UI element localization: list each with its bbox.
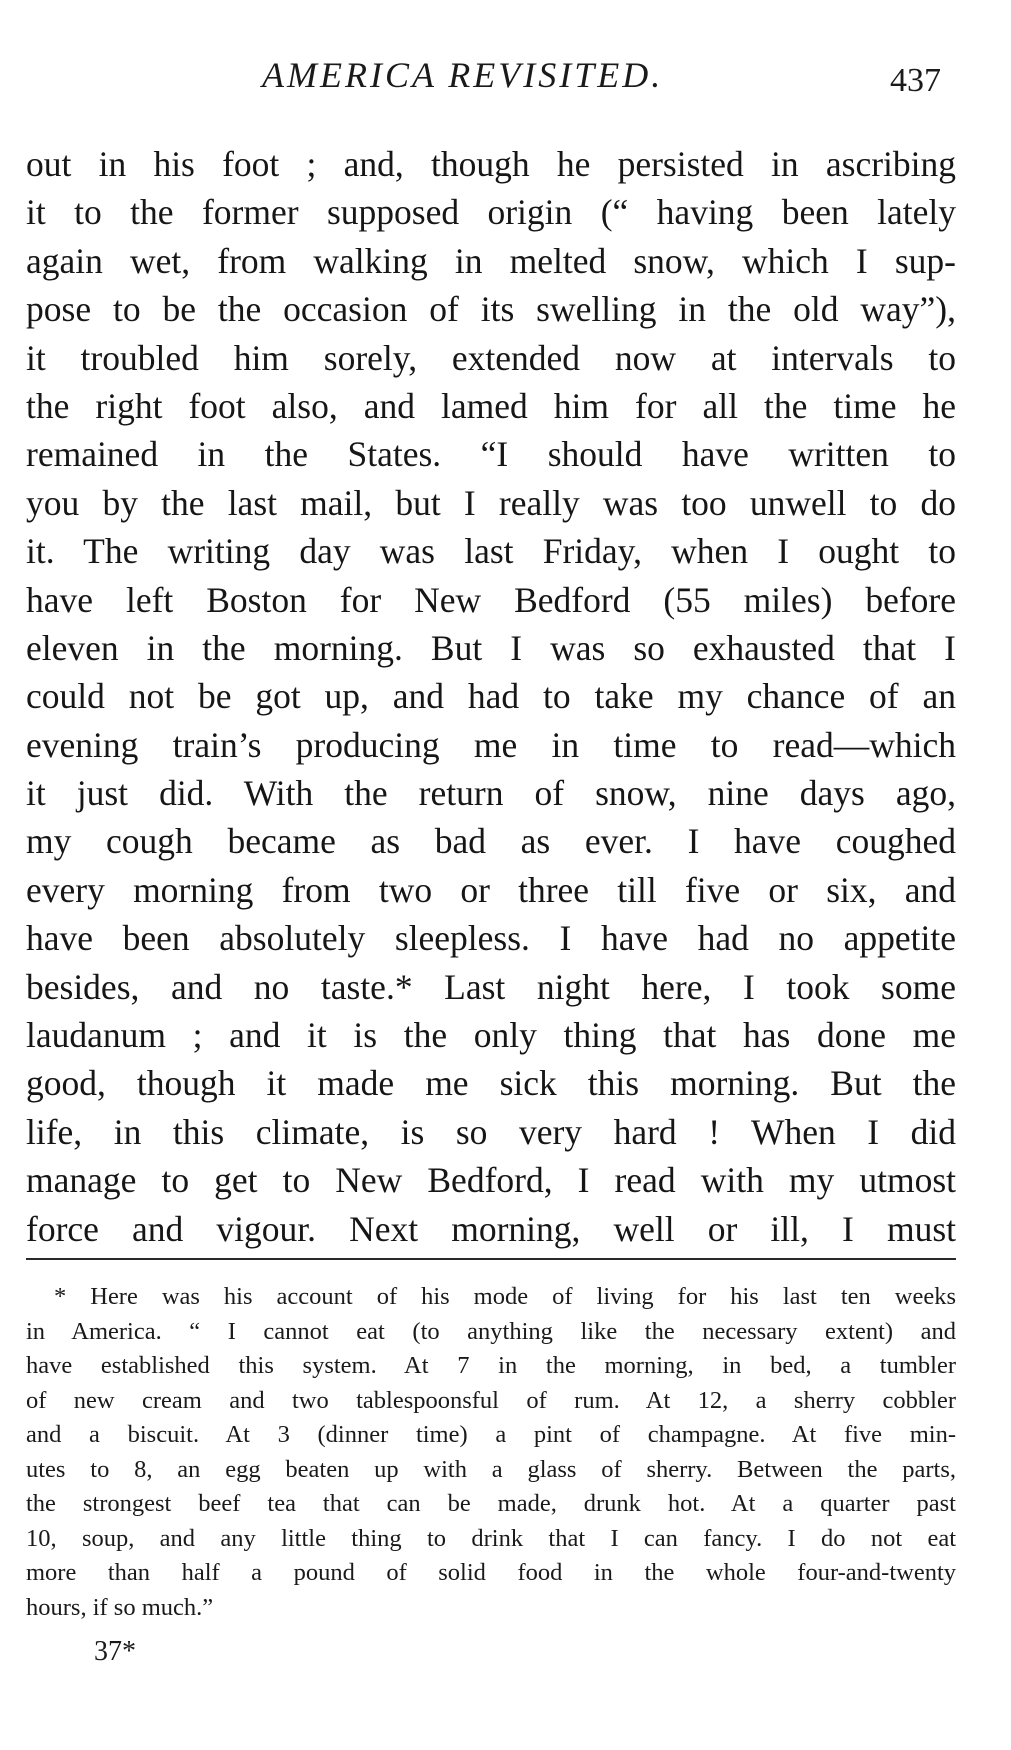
body-line: you by the last mail, but I really was too unwell to do xyxy=(26,482,956,523)
body-line: remained in the States. “I should have written to xyxy=(26,434,956,475)
footnote-line: of new cream and two tablespoonsful of rum. At 12, a sherry cobbler xyxy=(26,1386,956,1414)
body-line: every morning from two or three till five or six, and xyxy=(26,869,956,910)
body-line: have left Boston for New Bedford (55 miles) before xyxy=(26,579,956,620)
footnote-line: hours, if so much.” xyxy=(26,1593,214,1621)
footnote-line: 10, soup, and any little thing to drink that I can fancy. I do not eat xyxy=(26,1524,956,1552)
body-line: evening train’s producing me in time to read—which xyxy=(26,724,956,765)
body-line: force and vigour. Next morning, well or ill, I must xyxy=(26,1208,956,1249)
footnote-line: more than half a pound of solid food in the whole four-and-twenty xyxy=(26,1559,956,1586)
footnote-line: the strongest beef tea that can be made, drunk hot. At a quarter past xyxy=(26,1490,956,1517)
body-line: it just did. With the return of snow, nine days ago, xyxy=(26,773,956,814)
body-line: eleven in the morning. But I was so exhausted that I xyxy=(26,627,956,668)
body-line: pose to be the occasion of its swelling in the old way”), xyxy=(26,289,956,330)
body-line: it to the former supposed origin (“ having been lately xyxy=(26,192,956,233)
signature-mark: 37* xyxy=(94,1636,136,1667)
body-line: it. The writing day was last Friday, when I ought to xyxy=(26,531,956,572)
body-line: could not be got up, and had to take my chance of an xyxy=(26,676,956,717)
body-line: the right foot also, and lamed him for all the time he xyxy=(26,385,956,426)
body-line: out in his foot ; and, though he persisted in ascribing xyxy=(26,144,956,184)
footnote-line: * Here was his account of his mode of living for his last ten weeks xyxy=(54,1283,956,1310)
running-title: AMERICA REVISITED. xyxy=(262,55,664,95)
body-line: again wet, from walking in melted snow, which I sup- xyxy=(26,240,956,281)
body-line: besides, and no taste.* Last night here, I took some xyxy=(26,966,956,1007)
body-line: manage to get to New Bedford, I read with my utmost xyxy=(26,1160,956,1201)
running-head xyxy=(0,50,1011,100)
body-line: have been absolutely sleepless. I have had no appetite xyxy=(26,918,956,959)
body-line: good, though it made me sick this morning. But the xyxy=(26,1063,956,1104)
footnote-line: in America. “ I cannot eat (to anything like the necessary extent) and xyxy=(26,1317,956,1345)
page-number: 437 xyxy=(890,62,941,99)
footnote-divider xyxy=(26,1258,956,1260)
body-text xyxy=(26,140,956,1253)
footnote-line: and a biscuit. At 3 (dinner time) a pint of champagne. At five min- xyxy=(26,1421,956,1448)
body-line: laudanum ; and it is the only thing that has done me xyxy=(26,1015,956,1056)
footnote-line: have established this system. At 7 in the morning, in bed, a tumbler xyxy=(26,1352,956,1379)
body-line: my cough became as bad as ever. I have coughed xyxy=(26,821,956,862)
footnote xyxy=(26,1280,956,1625)
body-line: it troubled him sorely, extended now at intervals to xyxy=(26,337,956,378)
body-line: life, in this climate, is so very hard ! When I did xyxy=(26,1111,956,1152)
footnote-line: utes to 8, an egg beaten up with a glass of sherry. Between the parts, xyxy=(26,1455,956,1483)
